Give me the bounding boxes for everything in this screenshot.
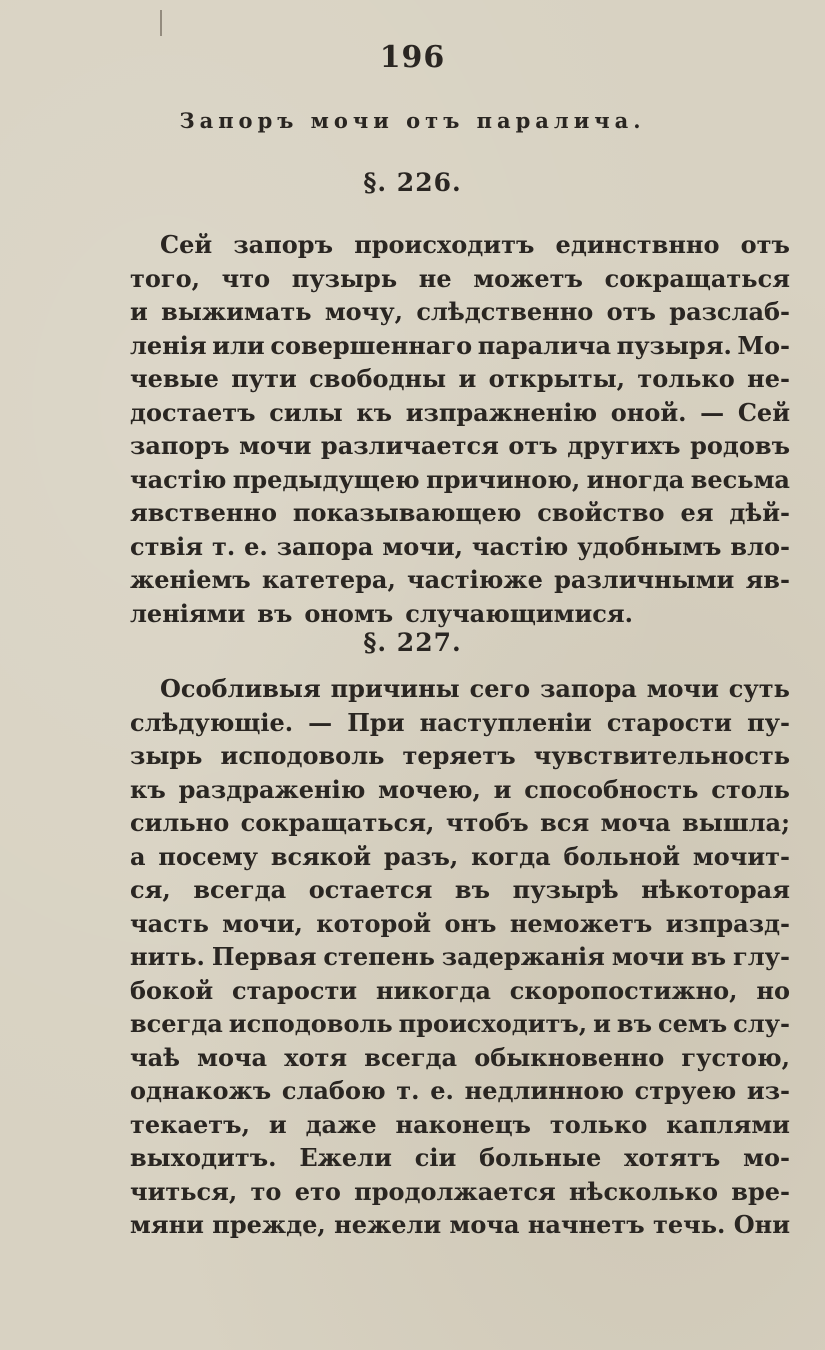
text-line: женіемъ катетера, частіюже различными яв- <box>130 565 790 594</box>
text-line: леніями въ ономъ случающимися. <box>130 598 633 628</box>
text-line: частію предыдущею причиною, иногда весьма <box>130 464 790 494</box>
text-line: и выжимать мочу, слѣдственно отъ разслаб- <box>130 297 790 326</box>
text-line: явственно показывающею свойство ея дѣй- <box>130 498 790 527</box>
chapter-title: Запоръ мочи отъ паралича. <box>179 108 646 133</box>
text-line: выходитъ. Ежели сіи больные хотятъ мо- <box>130 1143 790 1172</box>
text-line: ствія т. е. запора мочи, частію удобнымъ вло- <box>130 531 790 561</box>
text-line: нить. Первая степень задержанія мочи въ глу- <box>130 942 790 971</box>
text-line: мяни прежде, нежели моча начнетъ течь. Они <box>130 1210 790 1239</box>
text-line: читься, то ето продолжается нѣсколько вре- <box>130 1176 790 1206</box>
margin-mark <box>160 10 162 36</box>
text-line: достаетъ силы къ изпражненію оной. — Сей <box>130 397 790 427</box>
section-heading-226: §. 226. <box>363 168 462 197</box>
page-number: 196 <box>379 40 446 75</box>
text-line: того, что пузырь не можетъ сокращаться <box>130 263 790 293</box>
text-line: чевые пути свободны и открыты, только не- <box>130 364 790 393</box>
section-226-text <box>130 228 790 630</box>
text-line: слѣдующіе. — При наступленіи старости пу- <box>130 707 790 737</box>
text-line: однакожъ слабою т. е. недлинною струею из- <box>130 1076 790 1105</box>
text-line: запоръ мочи различается отъ другихъ родовъ <box>130 431 790 460</box>
text-line: чаѣ моча хотя всегда обыкновенно густою, <box>130 1042 790 1072</box>
text-line: бокой старости никогда скоропостижно, но <box>130 975 790 1005</box>
text-line: ленія или совершеннаго паралича пузыря. Мо- <box>130 330 790 360</box>
text-line: часть мочи, которой онъ неможетъ изпразд- <box>130 908 790 938</box>
text-line: текаетъ, и даже наконецъ только каплями <box>130 1109 790 1139</box>
text-line: зырь исподоволь теряетъ чувствительность <box>130 741 790 770</box>
text-line: къ раздраженію мочею, и способность столь <box>130 774 790 804</box>
text-line: сильно сокращаться, чтобъ вся моча вышла; <box>130 808 790 837</box>
text-line: а посему всякой разъ, когда больной мочит- <box>130 841 790 871</box>
text-line: ся, всегда остается въ пузырѣ нѣкоторая <box>130 875 790 904</box>
section-heading-227: §. 227. <box>363 628 462 657</box>
text-line: Особливыя причины сего запора мочи суть <box>160 674 790 703</box>
section-227-text <box>130 672 790 1242</box>
text-line: Сей запоръ происходитъ единствнно отъ <box>160 230 790 259</box>
text-line: всегда исподоволь происходитъ, и въ семъ слу- <box>130 1009 790 1038</box>
